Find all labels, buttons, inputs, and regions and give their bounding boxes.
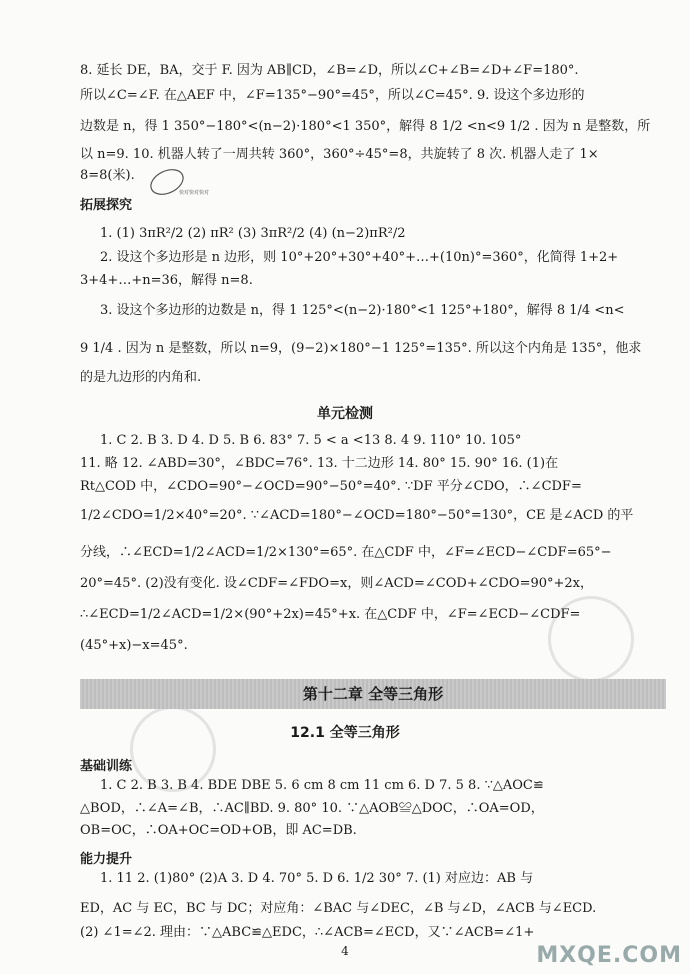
subsection-title: 12.1 全等三角形 [290,725,400,741]
answer-line: 3+4+…+n=36，解得 n=8. [80,273,253,288]
answer-line: ED，AC 与 EC，BC 与 DC；对应角：∠BAC 与∠DEC，∠B 与∠D，∠ACB 与∠ECD. [80,901,597,916]
section-heading-jichu: 基础训练 [80,759,133,774]
answer-line: OB=OC，∴OA+OC=OD+OB，即 AC=DB. [80,823,357,838]
answer-line: (45°+x)−x=45°. [80,638,188,653]
answer-line: ∴∠ECD=1/2∠ACD=1/2×(90°+2x)=45°+x. 在△CDF 中，∠F=∠ECD−∠CDF= [80,607,581,622]
answer-line: 边数是 n，得 1 350°−180°<(n−2)·180°<1 350°，解得 8 1/2 <n<9 1/2 . 因为 n 是整数，所 [80,119,651,134]
answer-line: 20°=45°. (2)没有变化. 设∠CDF=∠FDO=x，则∠ACD=∠COD+∠CDO=90°+2x， [80,576,594,591]
answer-line: (2) ∠1=∠2. 理由：∵△ABC≌△EDC，∴∠ACB=∠ECD，又∵∠ACB=∠1+ [80,925,535,940]
answer-line: 11. 略 12. ∠ABD=30°，∠BDC=76°. 13. 十二边形 14. 80° 15. 90° 16. (1)在 [80,456,559,471]
chapter-banner [80,679,666,709]
answer-line: 所以∠C=∠F. 在△AEF 中，∠F=135°−90°=45°，所以∠C=45°. 9. 设这个多边形的 [80,88,585,103]
answer-line: 的是九边形的内角和. [80,370,202,385]
watermark-logo: MXQE.COM [536,943,682,968]
answer-line: 2. 设这个多边形是 n 边形，则 10°+20°+30°+40°+…+(10n)°=360°，化简得 1+2+ [100,250,619,265]
unit-test-title: 单元检测 [317,406,373,422]
answer-line: 3. 设这个多边形的边数是 n，得 1 125°<(n−2)·180°<1 125°+180°，解得 8 1/4 <n< [100,303,625,318]
section-heading-tuozhan: 拓展探究 [80,198,133,213]
answer-line: 9 1/4 . 因为 n 是整数，所以 n=9，(9−2)×180°−1 125°=135°. 所以这个内角是 135°，他求 [80,341,642,356]
answer-line: 1. 11 2. (1)80° (2)A 3. D 4. 70° 5. D 6. 1/2 30° 7. (1) 对应边：AB 与 [100,871,534,886]
chapter-title: 第十二章 全等三角形 [302,685,444,703]
page-number: 4 [341,944,349,958]
answer-line: Rt△COD 中，∠CDO=90°−∠OCD=90°−50°=40°. ∵DF 平分∠CDO，∴∠CDF= [80,479,582,494]
stamp-icon [145,160,210,202]
answer-line: 1. C 2. B 3. D 4. D 5. B 6. 83° 7. 5 < a <13 8. 4 9. 110° 10. 105° [100,433,522,448]
answer-line: 1. C 2. B 3. B 4. BDE DBE 5. 6 cm 8 cm 11 cm 6. D 7. 5 8. ∵△AOC≌ [100,778,544,793]
answer-line: 1/2∠CDO=1/2×40°=20°. ∵∠ACD=180°−∠OCD=180°−50°=130°，CE 是∠ACD 的平 [80,508,634,523]
stamp-text: 快对快对快对 [179,190,210,196]
answer-line: 1. (1) 3πR²/2 (2) πR² (3) 3πR²/2 (4) (n−2)πR²/2 [100,226,406,241]
answer-line: 8. 延长 DE，BA，交于 F. 因为 AB∥CD，∠B=∠D，所以∠C+∠B=∠D+∠F=180°. [80,63,579,78]
answer-line: 以 n=9. 10. 机器人转了一周共转 360°，360°÷45°=8，共旋转了 8 次. 机器人走了 1× [80,147,599,162]
answer-line: △BOD，∴∠A=∠B，∴AC∥BD. 9. 80° 10. ∵△AOB≌△DOC，∴OA=OD， [80,801,544,816]
kuaidui-stamp-logo [145,160,210,206]
answer-line: 分线，∴∠ECD=1/2∠ACD=1/2×130°=65°. 在△CDF 中，∠F=∠ECD−∠CDF=65°− [80,545,612,560]
answer-line: 8=8(米). [80,168,135,183]
section-heading-nengli: 能力提升 [80,852,133,867]
